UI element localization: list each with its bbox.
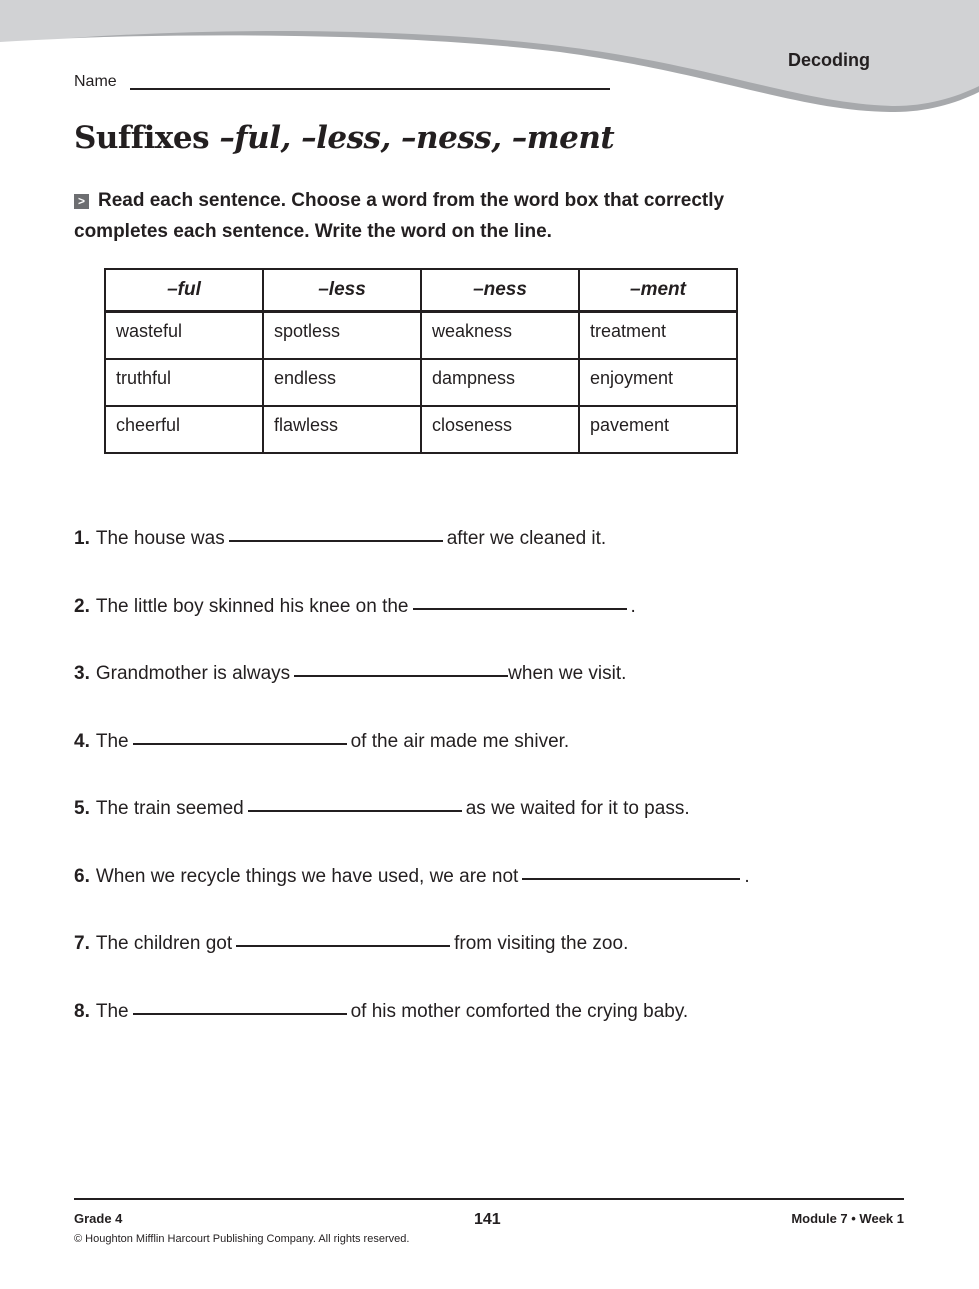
word-box-row [105, 312, 737, 359]
question-number: 6. [74, 866, 90, 887]
instructions [74, 185, 774, 247]
question-4 [74, 731, 569, 753]
question-2 [74, 596, 636, 618]
word-box-cell: dampness [421, 359, 579, 406]
question-text-before: The children got [95, 933, 233, 954]
question-6 [74, 866, 750, 888]
answer-blank[interactable] [236, 945, 450, 947]
question-number: 5. [74, 798, 90, 819]
question-text-before: When we recycle things we have used, we are not [95, 866, 519, 887]
word-box-row [105, 406, 737, 453]
answer-blank[interactable] [522, 878, 740, 880]
word-box-cell: enjoyment [579, 359, 737, 406]
word-box-header: –less [263, 269, 421, 312]
word-box-cell: weakness [421, 312, 579, 359]
answer-blank[interactable] [133, 743, 347, 745]
title-plain: Suffixes [74, 120, 220, 156]
question-8 [74, 1001, 688, 1023]
footer-grade: Grade 4 [74, 1211, 123, 1226]
question-text-after: . [630, 596, 636, 617]
copyright: © Houghton Mifflin Harcourt Publishing Company. All rights reserved. [74, 1233, 410, 1245]
question-text-after: of his mother comforted the crying baby. [350, 1001, 689, 1022]
question-number: 7. [74, 933, 90, 954]
answer-blank[interactable] [413, 608, 627, 610]
question-text-after: . [744, 866, 750, 887]
word-box-row [105, 359, 737, 406]
question-text-before: The house was [95, 528, 225, 549]
page-title [74, 120, 614, 156]
section-label: Decoding [788, 50, 871, 70]
word-box-header: –ness [421, 269, 579, 312]
word-box-cell: truthful [105, 359, 263, 406]
word-box-cell: treatment [579, 312, 737, 359]
question-text-after: when we visit. [508, 663, 627, 684]
answer-blank[interactable] [229, 540, 443, 542]
question-number: 8. [74, 1001, 90, 1022]
question-number: 3. [74, 663, 90, 684]
name-write-line[interactable] [130, 88, 610, 90]
word-box-header: –ment [579, 269, 737, 312]
question-text-after: after we cleaned it. [446, 528, 607, 549]
word-box-cell: closeness [421, 406, 579, 453]
question-number: 4. [74, 731, 90, 752]
name-label: Name [74, 73, 117, 90]
word-box-cell: endless [263, 359, 421, 406]
word-box-cell: wasteful [105, 312, 263, 359]
word-box-header: –ful [105, 269, 263, 312]
answer-blank[interactable] [248, 810, 462, 812]
instructions-text: Read each sentence. Choose a word from the word box that correctly completes each sentence. Write the word on the line. [74, 190, 725, 242]
question-7 [74, 933, 628, 955]
footer-divider [74, 1198, 904, 1200]
footer-module: Module 7 • Week 1 [791, 1211, 904, 1226]
question-text-before: The train seemed [95, 798, 244, 819]
question-text-after: as we waited for it to pass. [465, 798, 690, 819]
question-text-before: Grandmother is always [95, 663, 291, 684]
question-number: 1. [74, 528, 90, 549]
answer-blank[interactable] [294, 675, 508, 677]
arrow-icon: > [74, 194, 89, 209]
word-box-cell: cheerful [105, 406, 263, 453]
question-text-after: from visiting the zoo. [454, 933, 629, 954]
question-1 [74, 528, 606, 550]
question-3 [74, 663, 626, 685]
question-number: 2. [74, 596, 90, 617]
word-box-cell: spotless [263, 312, 421, 359]
question-text-before: The [95, 731, 129, 752]
answer-blank[interactable] [133, 1013, 347, 1015]
question-text-before: The little boy skinned his knee on the [95, 596, 409, 617]
page-number: 141 [474, 1211, 501, 1228]
word-box [104, 268, 738, 454]
word-box-cell: flawless [263, 406, 421, 453]
title-suffixes: –ful, –less, –ness, –ment [219, 120, 615, 156]
question-text-before: The [95, 1001, 129, 1022]
question-5 [74, 798, 690, 820]
question-text-after: of the air made me shiver. [350, 731, 570, 752]
word-box-cell: pavement [579, 406, 737, 453]
